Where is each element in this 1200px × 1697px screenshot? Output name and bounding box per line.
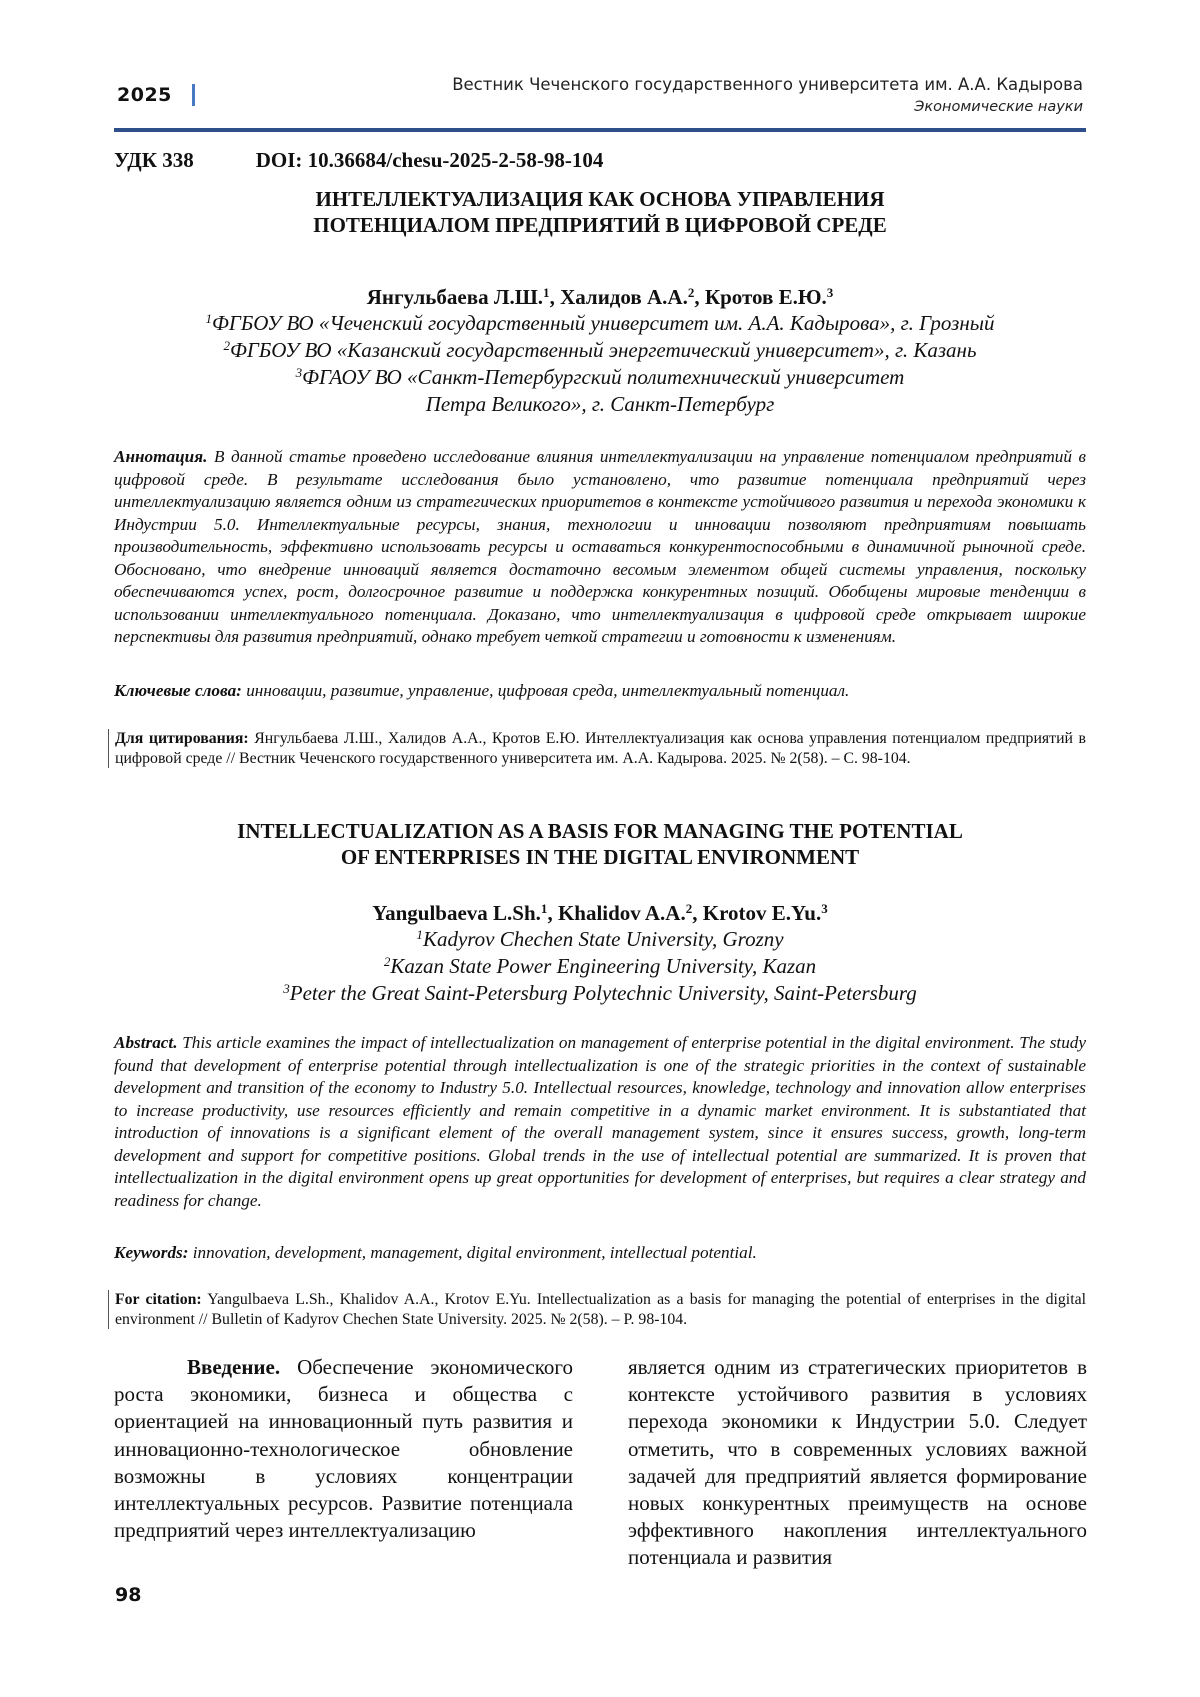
ru-title [114, 186, 1086, 238]
ru-citation [108, 729, 1086, 768]
body-left-text: Обеспечение экономического роста экономики, бизнеса и общества с ориентацией на инновационный путь развития и инновационно-технологическое обновление возможны в условиях концентрации интеллектуальных ресурсов. Развитие потенциала предприятий через интеллектуализацию [114, 1355, 573, 1542]
en-keywords-label: Keywords: [114, 1243, 188, 1262]
en-affiliation-3: 3Peter the Great Saint-Petersburg Polytechnic University, Saint-Petersburg [114, 980, 1086, 1007]
en-citation-label: For citation: [115, 1291, 202, 1308]
intro-heading: Введение. [187, 1355, 280, 1379]
body-right-text: является одним из стратегических приоритетов в контексте устойчивого развития в условиях перехода экономики к Индустрии 5.0. Следует отметить, что в современных условиях важной задачей для предприятий является формирование новых конкурентных преимуществ на основе эффективного накопления интеллектуального потенциала и развития [628, 1355, 1087, 1569]
body-column-left [114, 1354, 573, 1544]
ru-affiliations [114, 310, 1086, 418]
ru-keywords-text: инновации, развитие, управление, цифровая среда, интеллектуальный потенциал. [246, 681, 849, 700]
en-keywords [114, 1242, 1086, 1265]
en-authors [114, 900, 1086, 926]
body-column-right [628, 1354, 1087, 1572]
en-affiliation-2: 2Kazan State Power Engineering University, Kazan [114, 953, 1086, 980]
ru-author-3: Кротов Е.Ю.3 [705, 285, 833, 309]
doi-identifier[interactable]: DOI: 10.36684/chesu-2025-2-58-98-104 [256, 148, 604, 172]
header-divider-tick [192, 84, 195, 106]
ru-citation-text: Янгульбаева Л.Ш., Халидов А.А., Кротов Е.Ю. Интеллектуализация как основа управления потенциалом предприятий в цифровой среде // Вестник Чеченского государственного университета им. А.А. Кадырова. 2025. № 2(58). – С. 98-104. [115, 730, 1086, 767]
page-number: 98 [115, 1584, 141, 1606]
en-title [114, 818, 1086, 870]
ru-author-1: Янгульбаева Л.Ш.1, [367, 285, 560, 309]
ru-author-2: Халидов А.А.2, [560, 285, 705, 309]
ru-title-line-1: ИНТЕЛЛЕКТУАЛИЗАЦИЯ КАК ОСНОВА УПРАВЛЕНИЯ [114, 186, 1086, 212]
ru-abstract [114, 446, 1086, 649]
en-abstract-text: This article examines the impact of intellectualization on management of enterprise potential in the digital environment. The study found that development of enterprise potential through intellectualization is one of the strategic priorities in the context of sustainable development and transition of the economy to Industry 5.0. Intellectual resources, knowledge, technology and innovation allow enterprises to increase productivity, use resources efficiently and remain competitive in a dynamic market environment. It is substantiated that introduction of innovations is a significant element of the overall management system, since it ensures success, growth, long-term development and support for competitive positions. Global trends in the use of intellectual potential are summarized. It is proven that intellectualization in the digital environment opens up great opportunities for development of enterprises, but requires a clear strategy and readiness for change. [114, 1033, 1086, 1210]
en-affiliations [114, 926, 1086, 1007]
ru-authors [114, 284, 1086, 310]
ru-affiliation-3-continued: Петра Великого», г. Санкт-Петербург [114, 391, 1086, 418]
ru-affiliation-1: 1ФГБОУ ВО «Чеченский государственный университет им. А.А. Кадырова», г. Грозный [114, 310, 1086, 337]
ru-affiliation-2: 2ФГБОУ ВО «Казанский государственный энергетический университет», г. Казань [114, 337, 1086, 364]
ru-affiliation-3: 3ФГАОУ ВО «Санкт-Петербургский политехнический университет [114, 364, 1086, 391]
header-section-name: Экономические науки [914, 99, 1083, 115]
en-abstract [114, 1032, 1086, 1212]
ru-abstract-text: В данной статье проведено исследование влияния интеллектуализации на управление потенциалом предприятий в цифровой среде. В результате исследования было установлено, что развитие потенциала предприятий через интеллектуализацию является одним из стратегических приоритетов в контексте устойчивого развития и перехода экономики к Индустрии 5.0. Интеллектуальные ресурсы, знания, технологии и инновации позволяют предприятиям повышать производительность, эффективно использовать ресурсы и оставаться конкурентоспособными в динамичной рыночной среде. Обосновано, что внедрение инноваций является достаточно весомым элементом общей системы управления, поскольку обеспечиваются успех, рост, долгосрочное развитие и поддержка конкурентных позиций. Обобщены мировые тенденции в использовании интеллектуального потенциала. Доказано, что интеллектуализация в цифровой среде открывает широкие перспективы для развития предприятий, однако требует четкой стратегии и готовности к изменениям. [114, 447, 1086, 646]
ru-title-line-2: ПОТЕНЦИАЛОМ ПРЕДПРИЯТИЙ В ЦИФРОВОЙ СРЕДЕ [114, 212, 1086, 238]
en-affiliation-1: 1Kadyrov Chechen State University, Grozny [114, 926, 1086, 953]
header-journal-title: Вестник Чеченского государственного университета им. А.А. Кадырова [452, 75, 1083, 94]
ru-keywords [114, 680, 1086, 703]
header-rule [114, 128, 1086, 132]
en-citation-text: Yangulbaeva L.Sh., Khalidov A.A., Krotov E.Yu. Intellectualization as a basis for managing the potential of enterprises in the digital environment // Bulletin of Kadyrov Chechen State University. 2025. № 2(58). – P. 98-104. [115, 1291, 1086, 1328]
en-title-line-2: OF ENTERPRISES IN THE DIGITAL ENVIRONMENT [114, 844, 1086, 870]
en-citation [108, 1290, 1086, 1329]
en-keywords-text: innovation, development, management, digital environment, intellectual potential. [193, 1243, 757, 1262]
en-title-line-1: INTELLECTUALIZATION AS A BASIS FOR MANAGING THE POTENTIAL [114, 818, 1086, 844]
ru-citation-label: Для цитирования: [115, 730, 249, 747]
en-author-1: Yangulbaeva L.Sh.1, [372, 901, 558, 925]
ru-keywords-label: Ключевые слова: [114, 681, 242, 700]
en-author-2: Khalidov A.A.2, [558, 901, 703, 925]
header-year: 2025 [117, 84, 172, 106]
udk-doi-line [114, 148, 603, 173]
en-abstract-label: Abstract. [114, 1033, 178, 1052]
ru-abstract-label: Аннотация. [114, 447, 207, 466]
en-author-3: Krotov E.Yu.3 [703, 901, 828, 925]
udk-code: УДК 338 [114, 148, 194, 172]
